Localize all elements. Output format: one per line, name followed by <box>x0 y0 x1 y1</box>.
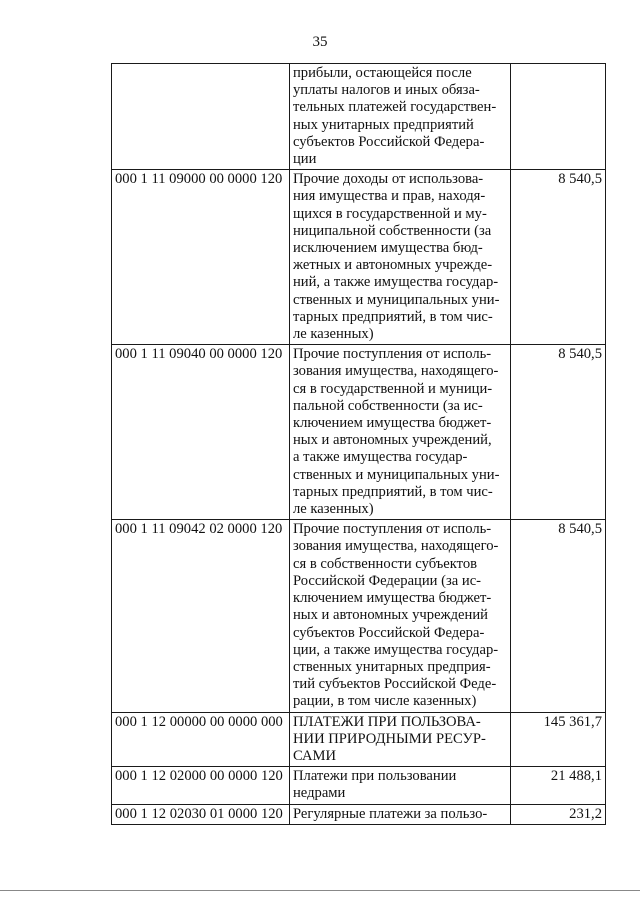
description-line: ных и автономных учреждений <box>293 607 488 624</box>
description-line: ПЛАТЕЖИ ПРИ ПОЛЬЗОВА- <box>293 713 481 730</box>
page-number: 35 <box>312 34 328 50</box>
description-line: тарных предприятий, в том чис- <box>293 483 493 500</box>
description-line: ных и автономных учреждений, <box>293 432 492 449</box>
budget-code-cell: 000 1 11 09040 00 0000 120 <box>112 345 290 520</box>
amount-cell <box>511 64 606 170</box>
budget-code-cell: 000 1 12 02030 01 0000 120 <box>112 804 290 824</box>
description-line: НИИ ПРИРОДНЫМИ РЕСУР- <box>293 730 486 747</box>
description-line: Регулярные платежи за пользо- <box>293 805 488 822</box>
description-cell <box>290 345 511 520</box>
description-line: тий субъектов Российской Феде- <box>293 676 497 693</box>
description-line: пальной собственности (за ис- <box>293 397 483 414</box>
description-line: ции, а также имущества государ- <box>293 641 499 658</box>
amount-cell: 8 540,5 <box>511 345 606 520</box>
amount-cell: 21 488,1 <box>511 767 606 804</box>
description-line: САМИ <box>293 747 337 764</box>
description-line: жетных и автономных учрежде- <box>293 257 493 274</box>
description-cell <box>290 64 511 170</box>
budget-code-cell: 000 1 12 00000 00 0000 000 <box>112 712 290 767</box>
description-line: прибыли, остающейся после <box>293 65 472 81</box>
description-line: зования имущества, находящего- <box>293 538 499 555</box>
description-line: рации, в том числе казенных) <box>293 693 477 710</box>
description-cell <box>290 520 511 712</box>
description-line: Прочие поступления от исполь- <box>293 521 492 538</box>
description-line: Прочие доходы от использова- <box>293 171 484 188</box>
description-line: ключением имущества бюджет- <box>293 415 492 432</box>
budget-revenue-table <box>111 63 606 825</box>
table-row <box>112 520 606 712</box>
description-line: ся в государственной и муници- <box>293 380 493 397</box>
page-bottom-rule <box>0 890 640 891</box>
description-line: тарных предприятий, в том чис- <box>293 308 493 325</box>
description-line: ся в собственности субъектов <box>293 555 478 572</box>
description-line: субъектов Российской Федера- <box>293 624 485 641</box>
budget-code-cell: 000 1 12 02000 00 0000 120 <box>112 767 290 804</box>
budget-code-cell <box>112 64 290 170</box>
description-line: ле казенных) <box>293 501 374 518</box>
description-line: исключением имущества бюд- <box>293 240 483 257</box>
description-line: щихся в государственной и му- <box>293 205 487 222</box>
description-line: ции <box>293 151 317 168</box>
budget-code-cell: 000 1 11 09000 00 0000 120 <box>112 170 290 345</box>
description-line: а также имущества государ- <box>293 449 468 466</box>
description-line: ле казенных) <box>293 326 374 343</box>
description-line: ключением имущества бюджет- <box>293 590 492 607</box>
description-line: зования имущества, находящего- <box>293 363 499 380</box>
amount-cell: 231,2 <box>511 804 606 824</box>
description-line: тельных платежей государствен- <box>293 99 497 116</box>
description-line: ний, а также имущества государ- <box>293 274 499 291</box>
table-row <box>112 345 606 520</box>
description-line: недрами <box>293 785 346 802</box>
description-cell <box>290 712 511 767</box>
description-line: субъектов Российской Федера- <box>293 133 485 150</box>
description-line: Российской Федерации (за ис- <box>293 572 482 589</box>
budget-code-cell: 000 1 11 09042 02 0000 120 <box>112 520 290 712</box>
table-row <box>112 767 606 804</box>
description-cell <box>290 170 511 345</box>
description-cell <box>290 804 511 824</box>
amount-cell: 8 540,5 <box>511 520 606 712</box>
description-line: ных унитарных предприятий <box>293 116 474 133</box>
description-cell <box>290 767 511 804</box>
description-line: Прочие поступления от исполь- <box>293 346 492 363</box>
description-line: ственных и муниципальных уни- <box>293 466 500 483</box>
amount-cell: 145 361,7 <box>511 712 606 767</box>
description-line: ния имущества и прав, находя- <box>293 188 486 205</box>
table-row <box>112 64 606 170</box>
description-line: ственных унитарных предприя- <box>293 658 491 675</box>
table-row <box>112 170 606 345</box>
description-line: ственных и муниципальных уни- <box>293 291 500 308</box>
amount-cell: 8 540,5 <box>511 170 606 345</box>
table-row <box>112 712 606 767</box>
description-line: ниципальной собственности (за <box>293 222 492 239</box>
description-line: уплаты налогов и иных обяза- <box>293 82 480 99</box>
table-row <box>112 804 606 824</box>
description-line: Платежи при пользовании <box>293 768 457 785</box>
